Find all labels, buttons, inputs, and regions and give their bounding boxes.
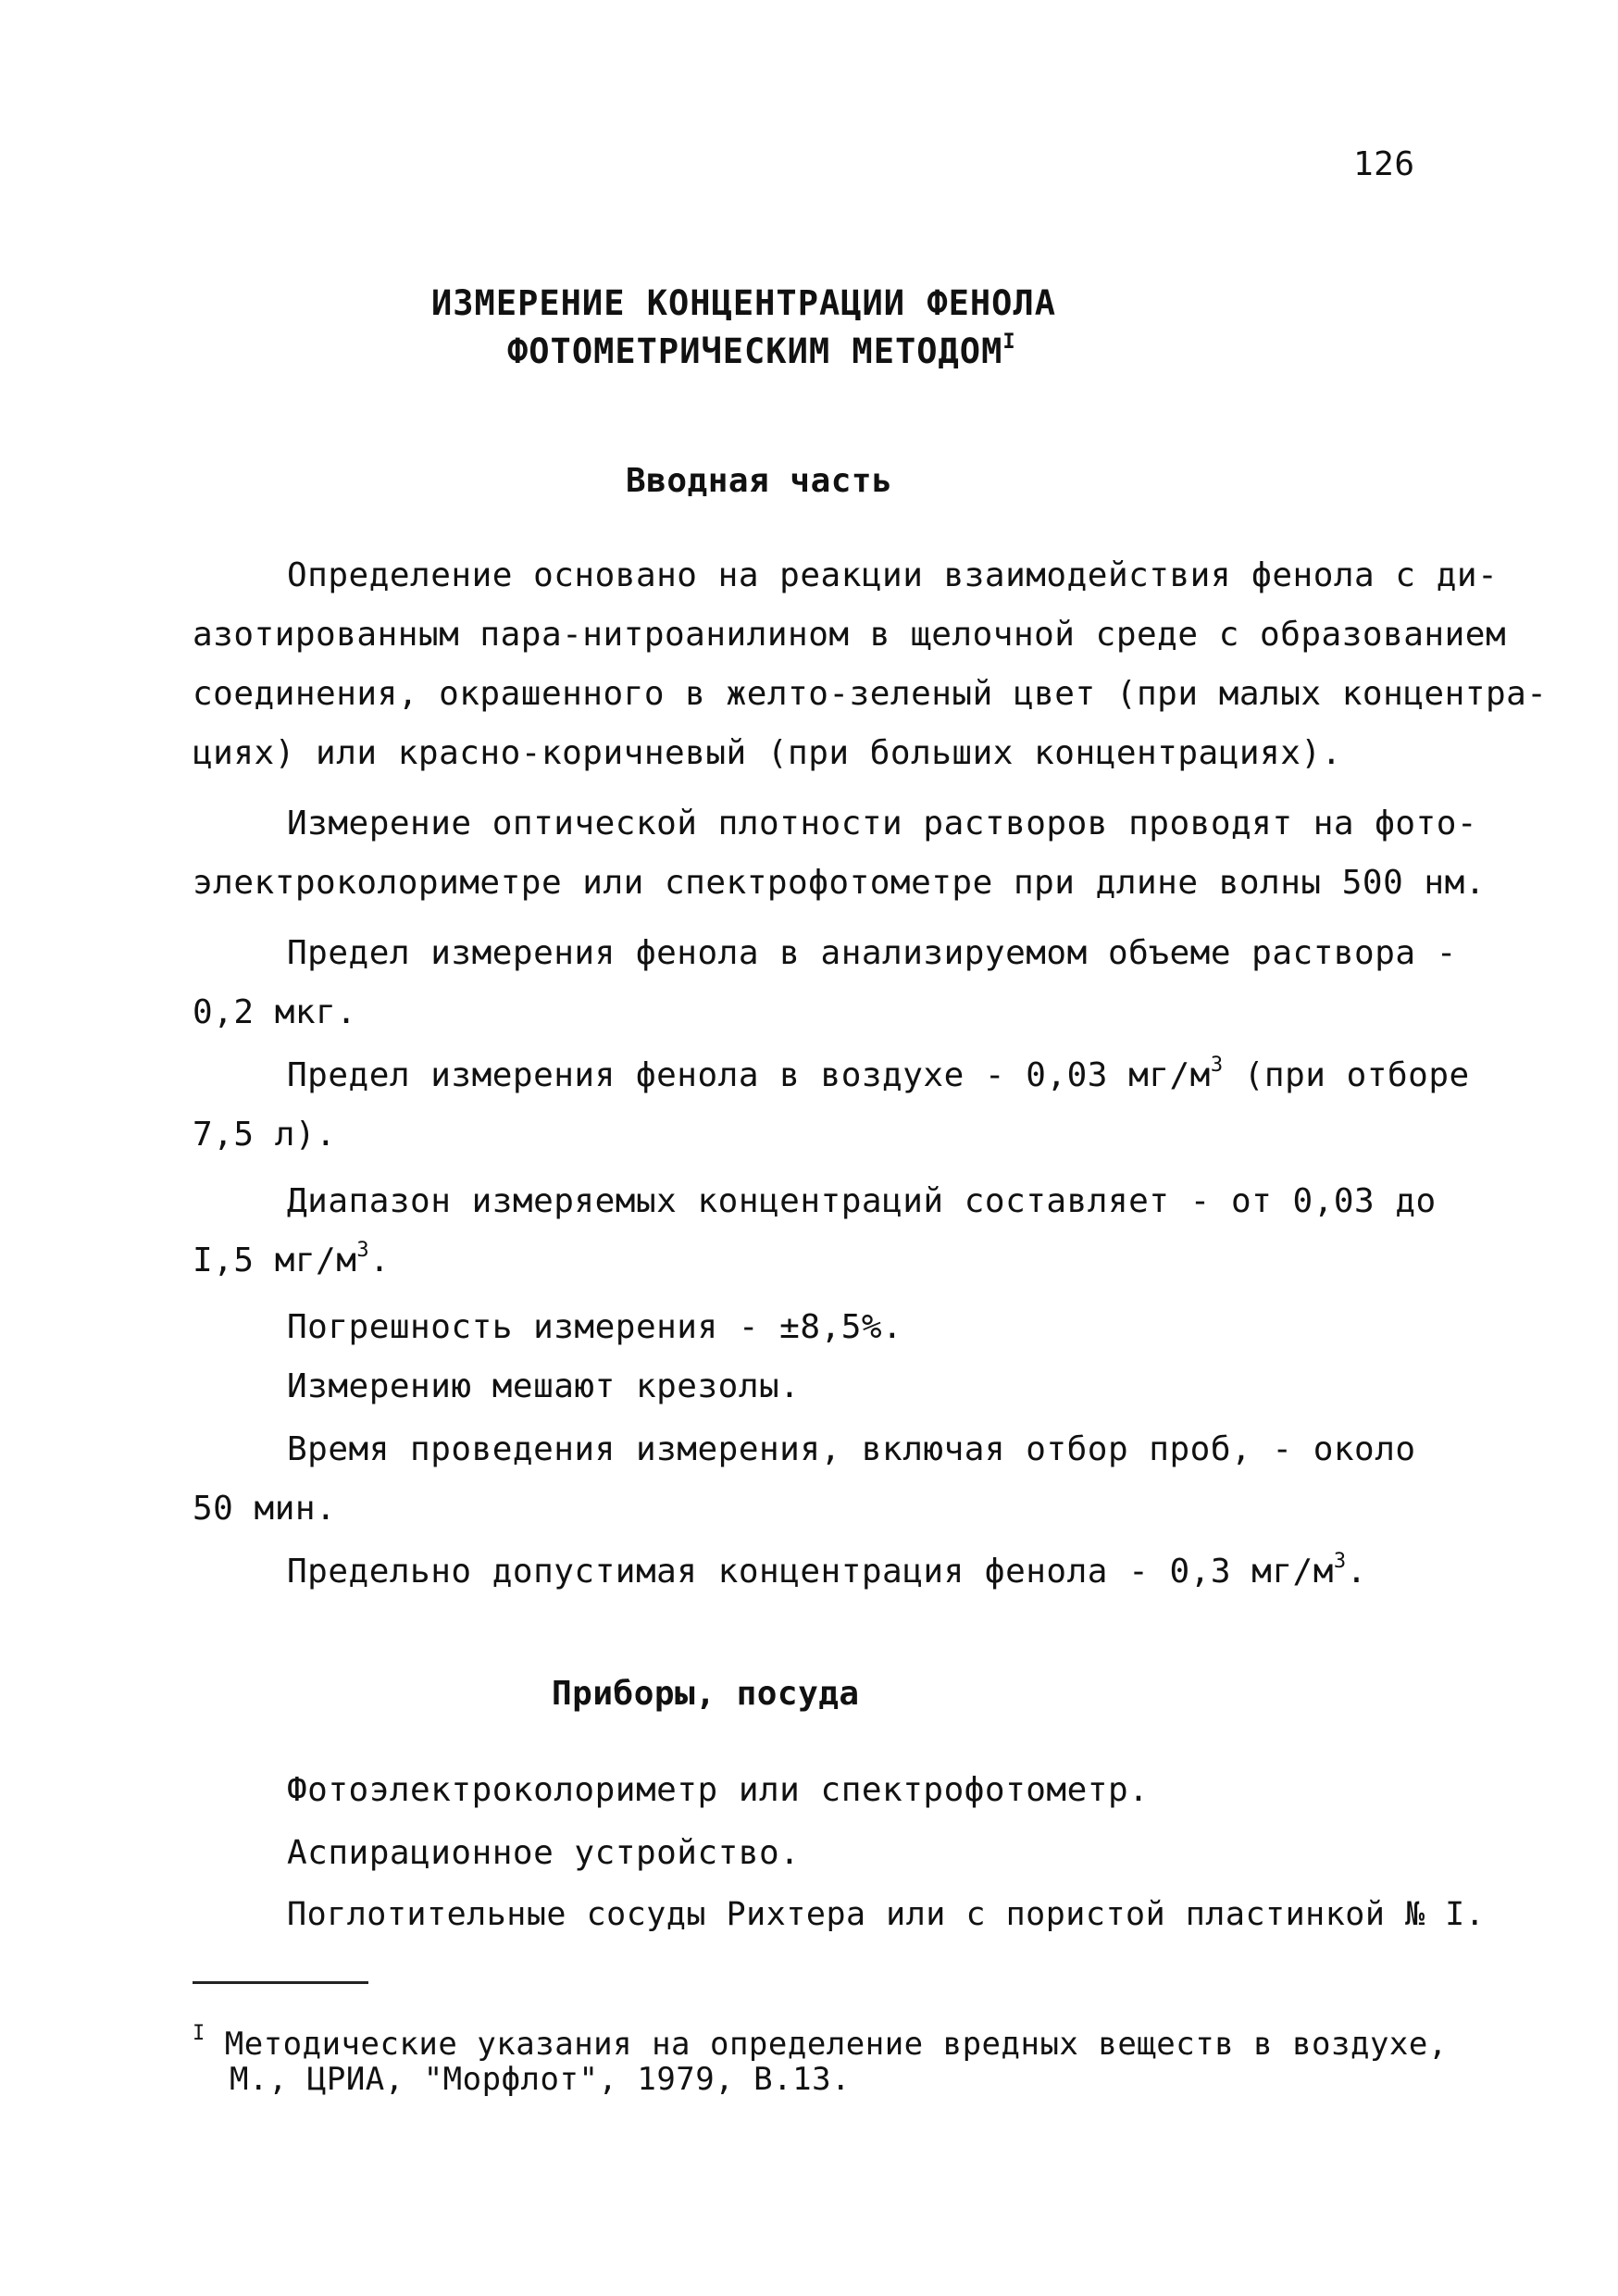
paragraph-line: Измерению мешают крезолы. [287, 1367, 801, 1405]
paragraph-line: азотированным пара-нитроанилином в щелочной среде с образованием [193, 616, 1507, 654]
paragraph-line: Определение основано на реакции взаимодействия фенола с ди- [287, 556, 1499, 594]
paragraph-line: 50 мин. [193, 1490, 337, 1528]
paragraph-line: Предельно допустимая концентрация фенола - 0,3 $мг/м^3$. [287, 1550, 1367, 1591]
paragraph-line: 7,5 л). [193, 1116, 337, 1154]
title-line-2: ФОТОМЕТРИЧЕСКИМ $МЕТОДОМ^I$ [507, 331, 1016, 371]
footnote-divider [193, 1981, 368, 1984]
paragraph-line: Предел измерения фенола в воздухе - 0,03 $мг/м^3$ (при отборе [287, 1054, 1470, 1094]
footnote-line-2: М., ЦРИА, "Морфлот", 1979, В.13. [230, 2061, 852, 2098]
paragraph-line: соединения, окрашенного в желто-зеленый цвет (при малых концентра- [193, 675, 1548, 713]
paragraph-line: Диапазон измеряемых концентраций составляет - от 0,03 до [287, 1182, 1437, 1220]
paragraph-line: 0,2 мкг. [193, 993, 357, 1031]
equipment-item: Аспирационное устройство. [287, 1834, 801, 1872]
equipment-item: Поглотительные сосуды Рихтера или с пористой пластинкой № I. [287, 1896, 1486, 1933]
equipment-item: Фотоэлектроколориметр или спектрофотометр. [287, 1771, 1150, 1809]
paragraph-line: Погрешность измерения - ±8,5%. [287, 1308, 903, 1346]
paragraph-line: Время проведения измерения, включая отбор проб, - около [287, 1430, 1416, 1468]
title-footnote-mark: I [1002, 331, 1016, 354]
paragraph-line: электроколориметре или спектрофотометре при длине волны 500 нм. [193, 864, 1486, 902]
footnote-line-1: $^I$ Методические указания на определение вредных веществ в воздухе, [193, 2022, 1448, 2063]
paragraph-line: Измерение оптической плотности растворов проводят на фото- [287, 805, 1478, 842]
section-heading-equipment: Приборы, посуда [552, 1675, 860, 1713]
title-line-1: ИЗМЕРЕНИЕ КОНЦЕНТРАЦИИ ФЕНОЛА [431, 283, 1057, 323]
page-number: 126 [1353, 145, 1415, 183]
paragraph-line: I,5 $мг/м^3$. [193, 1239, 391, 1279]
footnote-mark: I [193, 2022, 205, 2045]
paragraph-line: Предел измерения фенола в анализируемом объеме раствора - [287, 934, 1457, 972]
section-heading-intro: Вводная часть [626, 462, 893, 500]
paragraph-line: циях) или красно-коричневый (при больших концентрациях). [193, 734, 1342, 772]
